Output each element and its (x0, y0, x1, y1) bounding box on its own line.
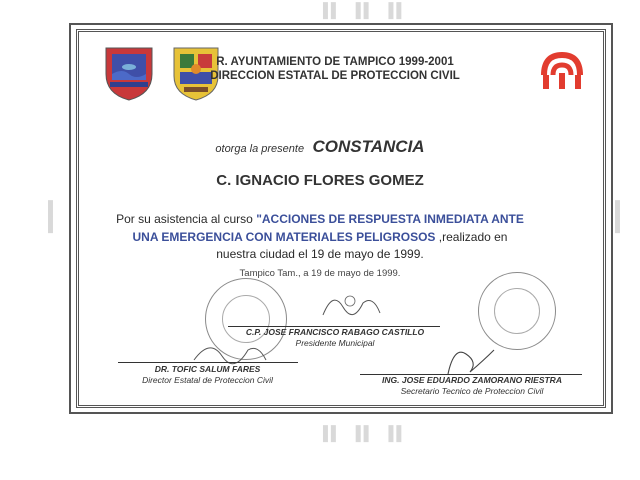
recipient-name: C. IGNACIO FLORES GOMEZ (216, 172, 424, 189)
course-name-part-2: UNA EMERGENCIA CON MATERIALES PELIGROSOS (132, 230, 436, 244)
signature-line-director (118, 362, 298, 363)
signature-scribble-president (318, 285, 388, 325)
scan-marks-top: ▐▌ ▐▌ ▐▌ (318, 2, 410, 18)
director-title: Director Estatal de Proteccion Civil (142, 375, 273, 385)
course-prefix: Por su asistencia al curso (116, 212, 253, 226)
civil-protection-stamp-inner (494, 288, 540, 334)
place-date: Tampico Tam., a 19 de mayo de 1999. (239, 268, 401, 279)
secretary-name: ING. JOSE EDUARDO ZAMORANO RIESTRA (382, 375, 562, 385)
course-line-2 (0, 230, 640, 244)
president-title: Presidente Municipal (295, 338, 375, 348)
course-line-3: nuestra ciudad el 19 de mayo de 1999. (216, 247, 424, 261)
scan-marks-left: ▌ ▌ (48, 200, 61, 232)
grant-text: otorga la presente (215, 143, 305, 155)
proteccion-civil-logo-icon (538, 47, 586, 93)
certificate-title: CONSTANCIA (312, 137, 425, 156)
president-name: C.P. JOSE FRANCISCO RABAGO CASTILLO (245, 327, 425, 337)
header-line-2: DIRECCION ESTATAL DE PROTECCION CIVIL (210, 70, 460, 82)
course-line-1 (0, 212, 640, 226)
scan-marks-right: ▌ ▌ (615, 200, 628, 232)
secretary-title: Secretario Tecnico de Proteccion Civil (400, 386, 544, 396)
scan-marks-bottom: ▐▌ ▐▌ ▐▌ (318, 425, 410, 441)
director-name: DR. TOFIC SALUM FARES (154, 364, 261, 374)
grant-line (0, 137, 640, 157)
header-line-1: R. AYUNTAMIENTO DE TAMPICO 1999-2001 (216, 56, 454, 68)
course-name-part-1: "ACCIONES DE RESPUESTA INMEDIATA ANTE (256, 212, 524, 226)
course-suffix: ,realizado en (438, 230, 508, 244)
